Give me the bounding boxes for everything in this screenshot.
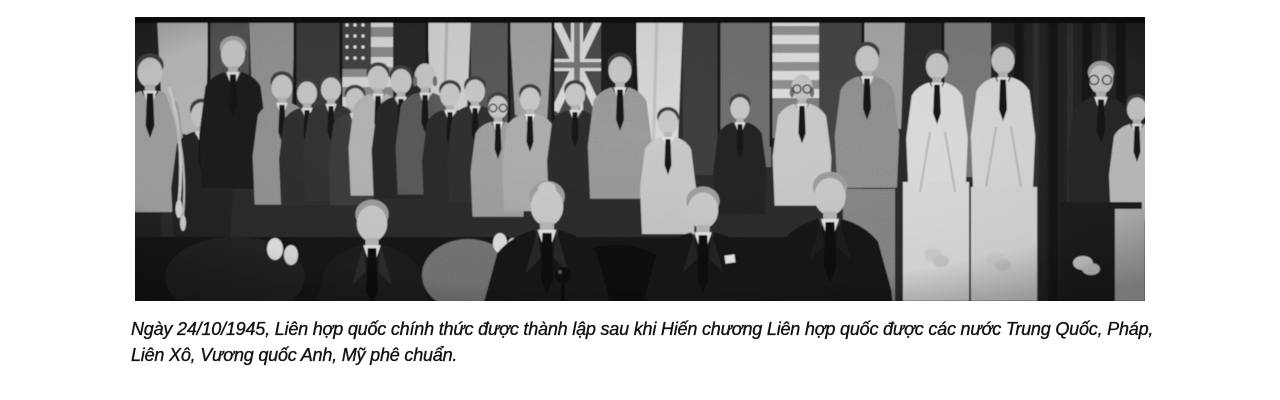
photo-illustration [135, 17, 1145, 301]
figure-caption: Ngày 24/10/1945, Liên hợp quốc chính thức được thành lập sau khi Hiến chương Liên hợp quốc được các nước Trung Quốc, Pháp, Liên Xô, Vương quốc Anh, Mỹ phê chuẩn. [131, 319, 1154, 365]
vignette-overlay [135, 17, 1145, 301]
un-charter-signing-photo [135, 17, 1145, 301]
